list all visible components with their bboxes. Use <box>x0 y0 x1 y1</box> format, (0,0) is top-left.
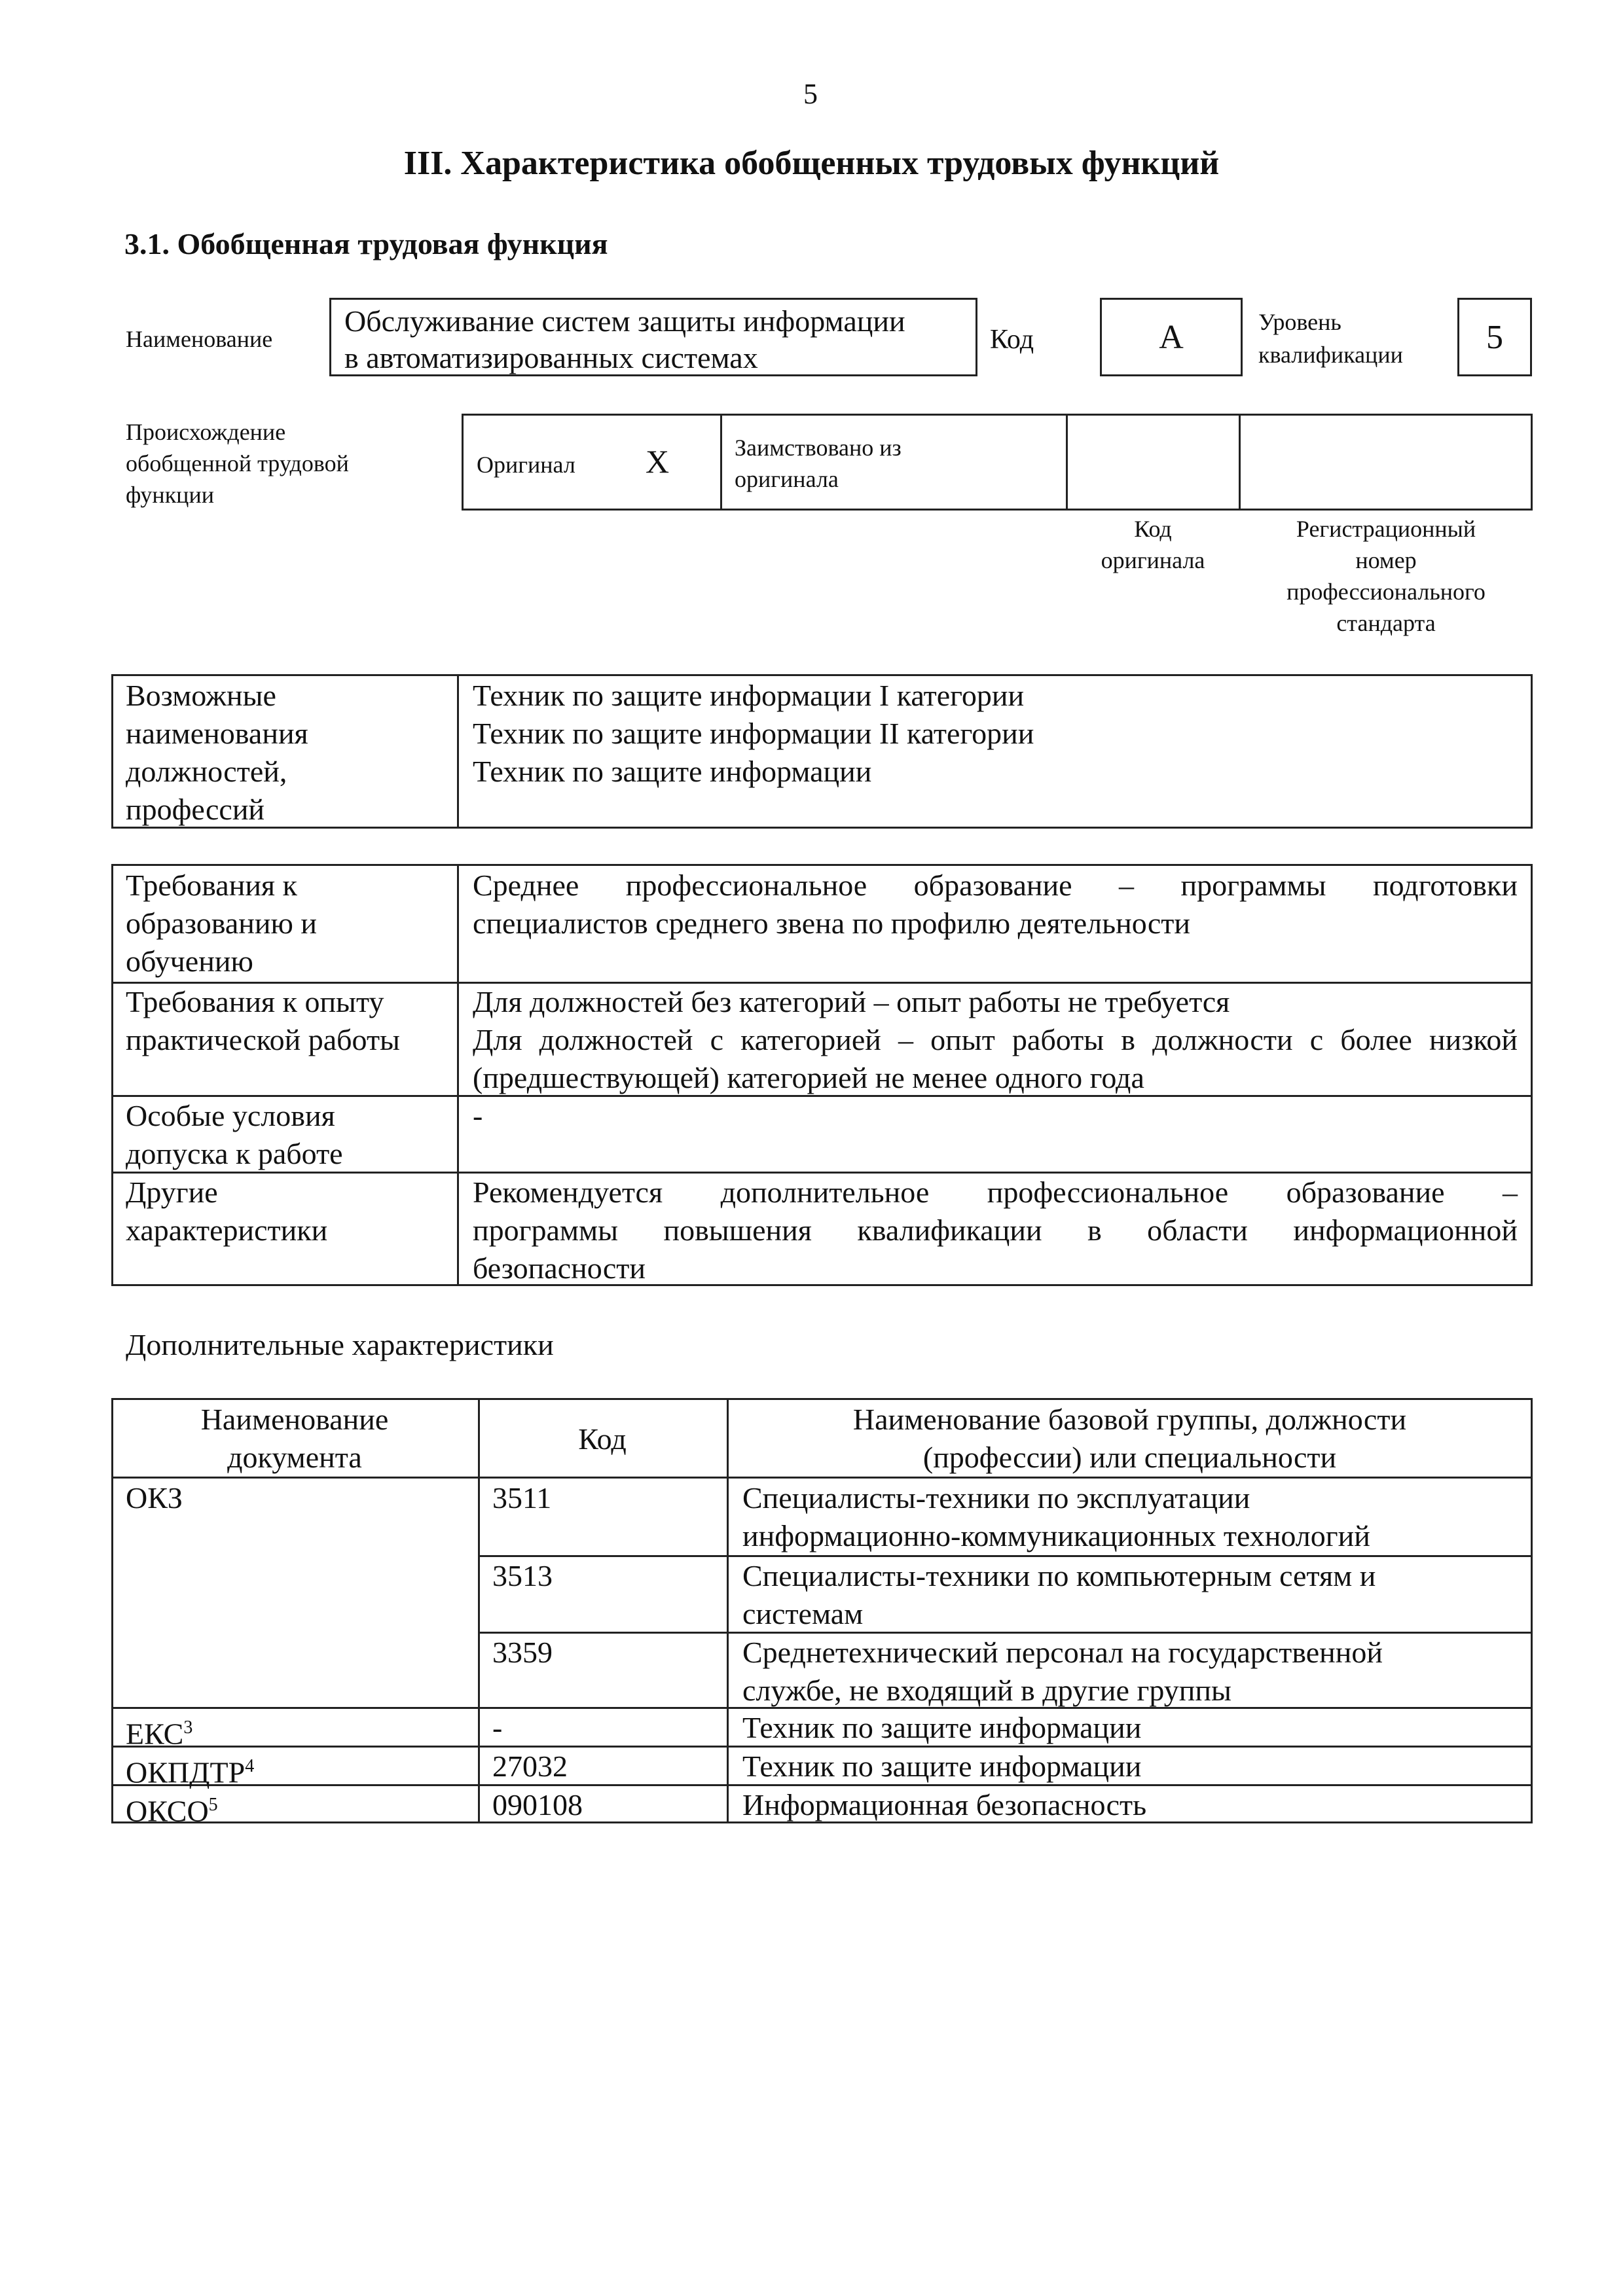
other-value-line3: безопасности <box>473 1251 646 1285</box>
other-value-line2: программы повышения квалификации в области информационной <box>473 1213 1518 1247</box>
okpdtr-name: Техник по защите информации <box>742 1749 1142 1783</box>
page-number: 5 <box>803 78 818 110</box>
okz-code: 3513 <box>492 1559 553 1592</box>
position-item: Техник по защите информации I категории <box>473 679 1025 712</box>
level-label-line2: квалификации <box>1258 342 1403 368</box>
reg-number-line2: номер <box>1355 547 1417 573</box>
okz-doc: ОКЗ <box>126 1481 183 1515</box>
reg-number-line1: Регистрационный <box>1296 516 1476 542</box>
education-label-line3: обучению <box>126 944 253 978</box>
name-value-line1: Обслуживание систем защиты информации <box>344 304 905 338</box>
experience-value-line3: (предшествующей) категорией не менее одного года <box>473 1061 1144 1094</box>
position-item: Техник по защите информации II категории <box>473 717 1034 750</box>
okz-name-line2: системам <box>742 1597 864 1630</box>
borrowed-label-line1: Заимствовано из <box>735 435 902 461</box>
header-name-line1: Наименование базовой группы, должности <box>852 1403 1407 1436</box>
original-mark: X <box>646 443 670 480</box>
experience-label-line2: практической работы <box>126 1023 400 1056</box>
positions-label-line2: наименования <box>126 717 308 750</box>
okpdtr-doc: ОКПДТР$^4$ <box>126 1755 255 1789</box>
origin-table <box>462 414 1533 511</box>
other-label-line2: характеристики <box>126 1213 328 1247</box>
okz-code: 3359 <box>492 1636 553 1669</box>
education-value-line2: специалистов среднего звена по профилю деятельности <box>473 906 1190 940</box>
positions-label-line3: должностей, <box>126 755 287 788</box>
eks-doc: ЕКС$^3$ <box>126 1717 193 1751</box>
header-name-line2: (профессии) или специальности <box>922 1441 1337 1474</box>
eks-code: - <box>492 1711 503 1744</box>
experience-value-line2: Для должностей с категорией – опыт работы в должности с более низкой <box>473 1023 1518 1056</box>
okz-name-line1: Среднетехнический персонал на государственной <box>742 1636 1383 1669</box>
reg-number-line3: профессионального <box>1286 579 1486 605</box>
section-title: III. Характеристика обобщенных трудовых функций <box>403 145 1220 182</box>
name-label: Наименование <box>126 326 273 352</box>
code-label: Код <box>990 325 1034 355</box>
okso-doc: ОКСО$^5$ <box>126 1794 218 1828</box>
experience-label-line1: Требования к опыту <box>126 985 384 1018</box>
level-label-line1: Уровень <box>1258 309 1341 335</box>
other-value-line1: Рекомендуется дополнительное профессиональное образование – <box>473 1175 1518 1209</box>
okso-name: Информационная безопасность <box>742 1788 1147 1821</box>
subsection-title: 3.1. Обобщенная трудовая функция <box>124 227 608 260</box>
header-code: Код <box>578 1422 627 1456</box>
header-doc-line1: Наименование <box>200 1403 389 1436</box>
code-value: А <box>1159 319 1184 356</box>
level-box <box>1457 298 1532 376</box>
experience-value-line1: Для должностей без категорий – опыт работы не требуется <box>473 985 1230 1018</box>
admission-value: - <box>473 1099 483 1132</box>
okz-code: 3511 <box>492 1481 552 1515</box>
origin-label-line1: Происхождение <box>126 419 286 445</box>
okz-name-line1: Специалисты-техники по компьютерным сетям и <box>742 1559 1376 1592</box>
origin-label-line3: функции <box>126 482 214 508</box>
education-label-line2: образованию и <box>126 906 317 940</box>
admission-label-line2: допуска к работе <box>126 1137 343 1170</box>
admission-label-line1: Особые условия <box>126 1099 335 1132</box>
borrowed-label-line2: оригинала <box>735 466 839 492</box>
eks-name: Техник по защите информации <box>742 1711 1142 1744</box>
name-value-line2: в автоматизированных системах <box>344 341 758 374</box>
okz-name-line1: Специалисты-техники по эксплуатации <box>742 1481 1250 1515</box>
position-item: Техник по защите информации <box>473 755 872 788</box>
origin-label-line2: обобщенной трудовой <box>126 450 349 476</box>
name-box <box>329 298 977 376</box>
additional-title: Дополнительные характеристики <box>126 1328 554 1361</box>
reg-number-line4: стандарта <box>1336 610 1436 636</box>
positions-label-line4: профессий <box>126 793 265 826</box>
code-original-line2: оригинала <box>1101 547 1205 573</box>
okso-code: 090108 <box>492 1788 583 1821</box>
okpdtr-code: 27032 <box>492 1749 568 1783</box>
code-box <box>1100 298 1243 376</box>
okz-name-line2: информационно-коммуникационных технологий <box>742 1519 1370 1552</box>
okz-name-line2: службе, не входящий в другие группы <box>742 1674 1231 1707</box>
other-label-line1: Другие <box>126 1175 218 1209</box>
original-label: Оригинал <box>477 452 575 478</box>
positions-label-line1: Возможные <box>126 679 276 712</box>
code-original-line1: Код <box>1134 516 1172 542</box>
education-label-line1: Требования к <box>126 869 297 902</box>
header-doc-line2: документа <box>227 1441 362 1474</box>
education-value-line1: Среднее профессиональное образование – программы подготовки <box>473 869 1518 902</box>
level-value: 5 <box>1486 319 1503 356</box>
